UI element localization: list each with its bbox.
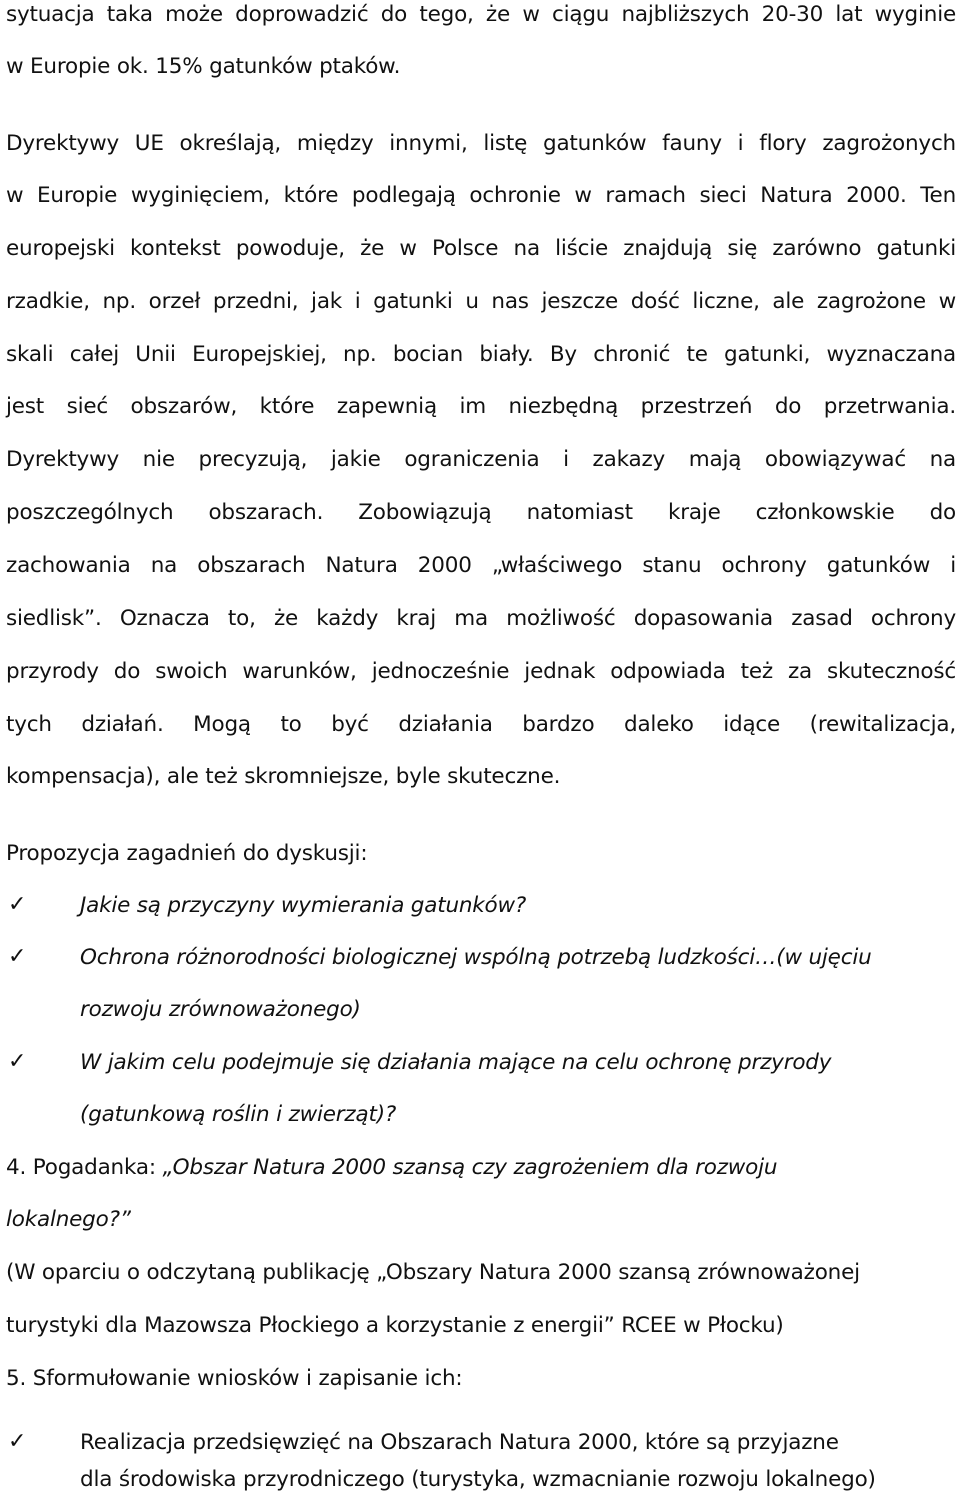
paragraph-line-11: przyrody do swoich warunków, jednocześnie jednak odpowiada też za skuteczność: [6, 659, 956, 684]
discussion-item-1: Jakie są przyczyny wymierania gatunków?: [80, 893, 527, 918]
intro-line-1: sytuacja taka może doprowadzić do tego, że w ciągu najbliższych 20-30 lat wyginie: [6, 2, 956, 27]
section-4-note-line-2: turystyki dla Mazowsza Płockiego a korzystanie z energii” RCEE w Płocku): [6, 1313, 784, 1338]
paragraph-line-8: poszczególnych obszarach. Zobowiązują natomiast kraje członkowskie do: [6, 500, 956, 525]
checkmark-icon: ✓: [8, 1049, 27, 1074]
section-4-title: „Obszar Natura 2000 szansą czy zagrożeniem dla rozwoju: [162, 1155, 778, 1180]
paragraph-line-10: siedlisk”. Oznacza to, że każdy kraj ma możliwość dopasowania zasad ochrony: [6, 606, 956, 631]
section-4-heading: [6, 1155, 956, 1180]
paragraph-line-2: w Europie wyginięciem, które podlegają ochronie w ramach sieci Natura 2000. Ten: [6, 183, 956, 208]
paragraph-line-7: Dyrektywy nie precyzują, jakie ograniczenia i zakazy mają obowiązywać na: [6, 447, 956, 472]
discussion-heading: Propozycja zagadnień do dyskusji:: [6, 841, 368, 866]
paragraph-line-1: Dyrektywy UE określają, między innymi, listę gatunków fauny i flory zagrożonych: [6, 131, 956, 156]
discussion-item-2-cont: rozwoju zrównoważonego): [80, 997, 361, 1022]
paragraph-line-9: zachowania na obszarach Natura 2000 „właściwego stanu ochrony gatunków i: [6, 553, 956, 578]
discussion-item-3-cont: (gatunkową roślin i zwierząt)?: [80, 1102, 397, 1127]
section-4-title-cont: lokalnego?”: [6, 1207, 131, 1232]
discussion-item-3: W jakim celu podejmuje się działania mające na celu ochronę przyrody: [80, 1050, 832, 1075]
paragraph-line-5: skali całej Unii Europejskiej, np. bocian biały. By chronić te gatunki, wyznaczana: [6, 342, 956, 367]
paragraph-line-6: jest sieć obszarów, które zapewnią im niezbędną przestrzeń do przetrwania.: [6, 394, 956, 419]
checkmark-icon: ✓: [8, 1429, 27, 1454]
paragraph-line-12: tych działań. Mogą to być działania bardzo daleko idące (rewitalizacja,: [6, 712, 956, 737]
conclusion-item-1-cont: dla środowiska przyrodniczego (turystyka, wzmacnianie rozwoju lokalnego): [80, 1467, 876, 1492]
discussion-item-2: Ochrona różnorodności biologicznej wspólną potrzebą ludzkości…(w ujęciu: [80, 945, 872, 970]
section-5-heading: 5. Sformułowanie wniosków i zapisanie ich:: [6, 1366, 463, 1391]
paragraph-line-13: kompensacja), ale też skromniejsze, byle skuteczne.: [6, 764, 561, 789]
section-4-prefix: 4. Pogadanka:: [6, 1155, 163, 1180]
intro-line-2: w Europie ok. 15% gatunków ptaków.: [6, 54, 401, 79]
section-4-note-line-1: (W oparciu o odczytaną publikację „Obszary Natura 2000 szansą zrównoważonej: [6, 1260, 860, 1285]
paragraph-line-4: rzadkie, np. orzeł przedni, jak i gatunki u nas jeszcze dość liczne, ale zagrożone w: [6, 289, 956, 314]
checkmark-icon: ✓: [8, 944, 27, 969]
checkmark-icon: ✓: [8, 892, 27, 917]
conclusion-item-1: Realizacja przedsięwzięć na Obszarach Natura 2000, które są przyjazne: [80, 1430, 839, 1455]
paragraph-line-3: europejski kontekst powoduje, że w Polsce na liście znajdują się zarówno gatunki: [6, 236, 956, 261]
